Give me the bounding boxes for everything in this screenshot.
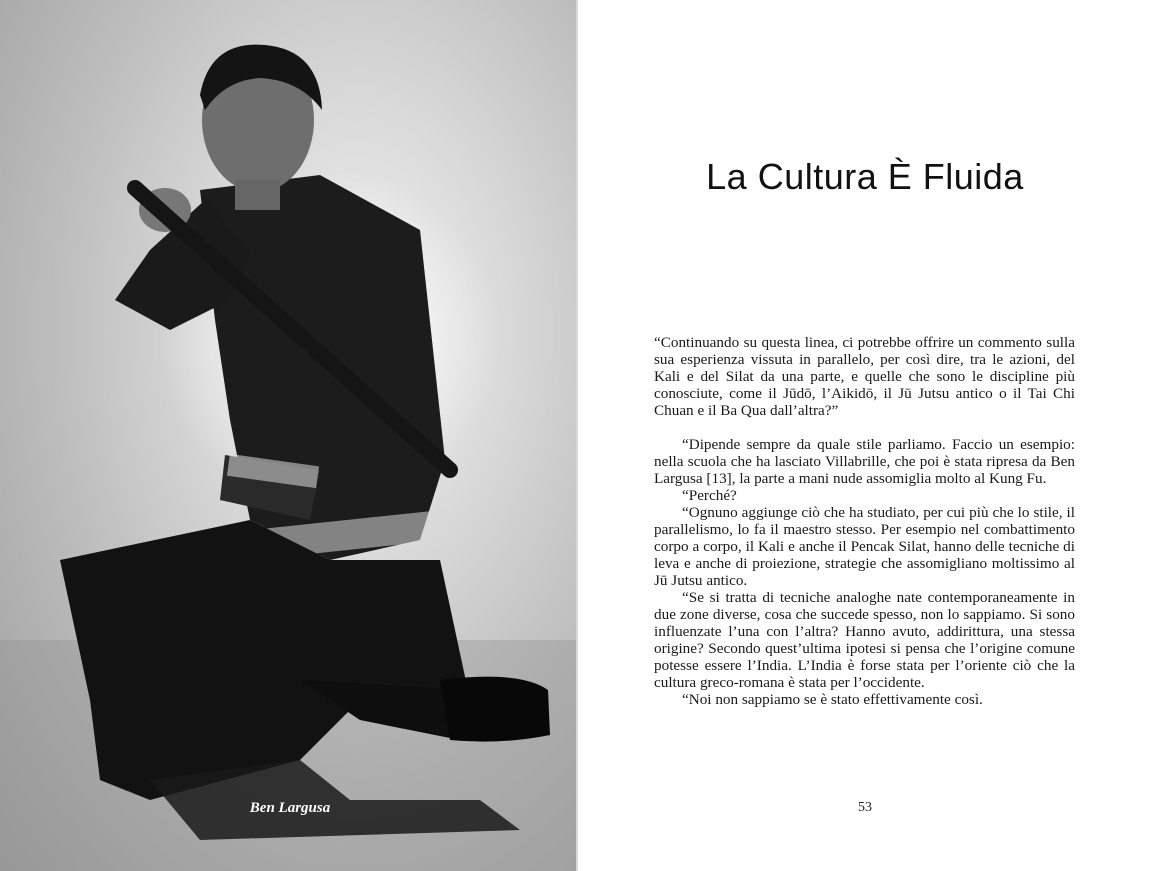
page-number: 53	[858, 800, 872, 815]
chapter-title: La Cultura È Fluida	[706, 156, 1024, 197]
photo-caption: Ben Largusa	[249, 800, 331, 816]
paragraph: “Noi non sappiamo se è stato effettivamente così.	[682, 691, 983, 708]
paragraph: “Perché?	[682, 487, 737, 504]
body-text	[654, 334, 1075, 708]
paragraph: “Se si tratta di tecniche analoghe nate contemporaneamente in due zone diverse, cosa che succede spesso, non lo sappiamo. Si sono influenzate l’una con l’altra? Hanno avuto, addirittura, una stessa origine? Secondo quest’ultima ipotesi si pensa che l’origine comune potesse essere l’India. L’India è forse stata per l’oriente ciò che la cultura greco-romana è stata per l’occidente.	[654, 589, 1075, 691]
paragraph: “Ognuno aggiunge ciò che ha studiato, per cui più che lo stile, il parallelismo, lo fa il maestro stesso. Per esempio nel combattimento corpo a corpo, il Kali e anche il Pencak Silat, hanno delle tecniche di leva e anche di proiezione, strategie che assomigliano moltissimo al Jū Jutsu antico.	[654, 504, 1075, 589]
paragraph: “Dipende sempre da quale stile parliamo. Faccio un esempio: nella scuola che ha lasciato Villabrille, che poi è stata ripresa da Ben Largusa [13], la parte a mani nude assomiglia molto al Kung Fu.	[654, 436, 1075, 487]
page-gutter	[576, 0, 578, 871]
paragraph: “Continuando su questa linea, ci potrebbe offrire un commento sulla sua esperienza vissuta in parallelo, per così dire, tra le azioni, del Kali e del Silat da una parte, e quelle che sono le discipline più conosciute, come il Jūdō, l’Aikidō, il Jū Jutsu antico o il Tai Chi Chuan e il Ba Qua dall’altra?”	[654, 334, 1075, 419]
